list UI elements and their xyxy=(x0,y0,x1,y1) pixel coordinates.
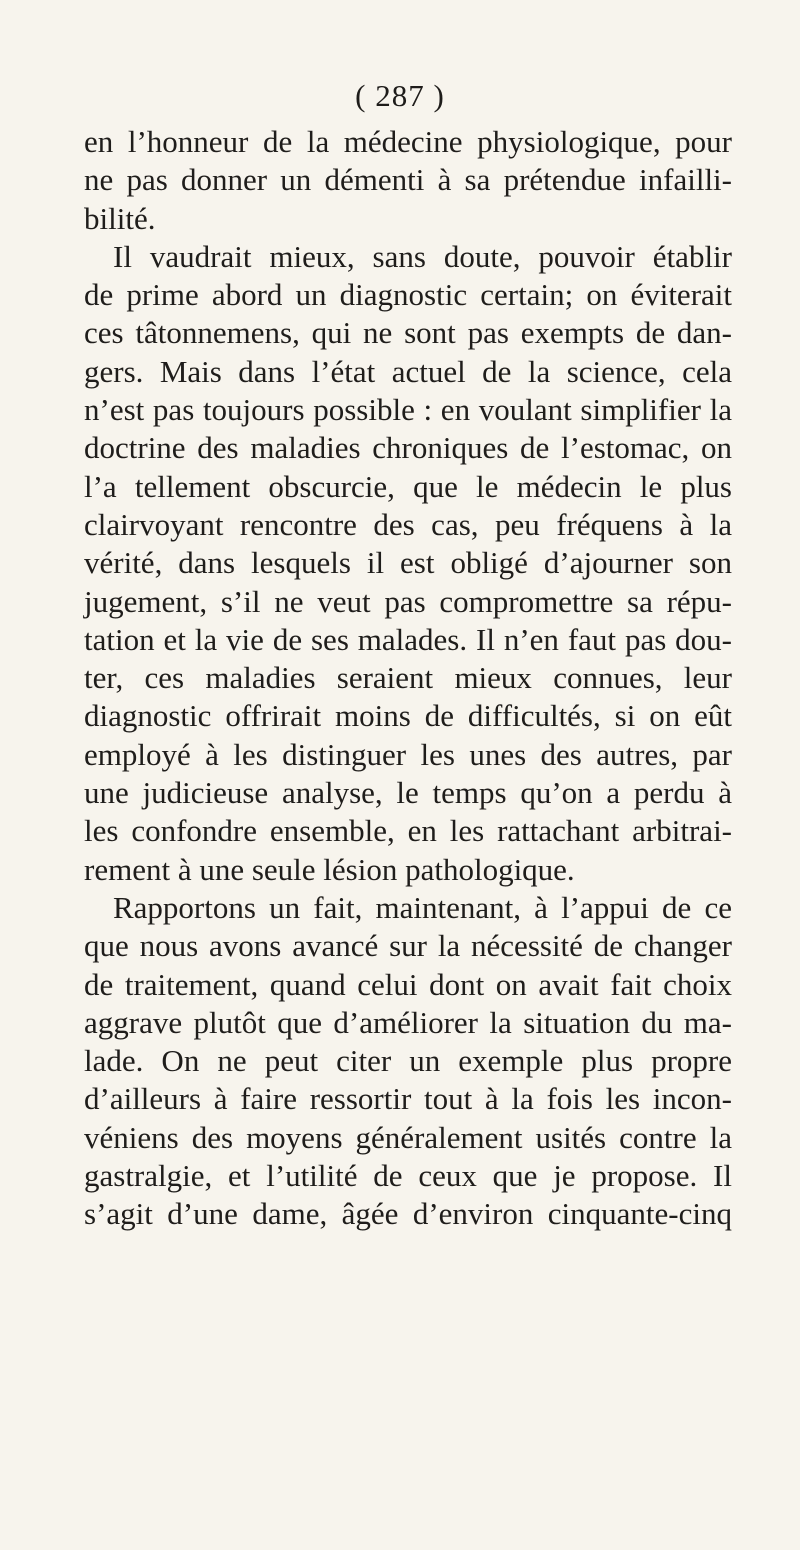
text-line: une judicieuse analyse, le temps qu’on a perdu à xyxy=(84,775,732,811)
text-line: employé à les distinguer les unes des autres, par xyxy=(84,736,732,772)
text-line: en l’honneur de la médecine physiologique, pour xyxy=(84,124,732,159)
text-line: s’agit d’une dame, âgée d’environ cinquante-cinq xyxy=(84,1196,732,1232)
text-line: ter, ces maladies seraient mieux connues, leur xyxy=(84,660,732,696)
text-line: rement à une seule lésion pathologique. xyxy=(84,851,575,887)
text-line: doctrine des maladies chroniques de l’estomac, on xyxy=(84,430,732,466)
text-line: de traitement, quand celui dont on avait fait choix xyxy=(84,966,732,1002)
text-line: les confondre ensemble, en les rattachant arbitrai- xyxy=(84,813,732,849)
text-line: n’est pas toujours possible : en voulant simplifier la xyxy=(84,392,732,428)
text-line: clairvoyant rencontre des cas, peu fréquens à la xyxy=(84,506,732,542)
page-number: ( 287 ) xyxy=(355,78,445,113)
text-line: gastralgie, et l’utilité de ceux que je propose. Il xyxy=(84,1158,732,1194)
text-line: bilité. xyxy=(84,200,156,236)
text-line: l’a tellement obscurcie, que le médecin le plus xyxy=(84,468,732,504)
body-text xyxy=(84,123,732,1234)
text-line: tation et la vie de ses malades. Il n’en faut pas dou- xyxy=(84,621,732,657)
text-line: ces tâtonnemens, qui ne sont pas exempts de dan- xyxy=(84,315,732,351)
text-line: vérité, dans lesquels il est obligé d’ajourner son xyxy=(84,545,732,581)
text-line: jugement, s’il ne veut pas compromettre sa répu- xyxy=(84,583,732,619)
text-line: Rapportons un fait, maintenant, à l’appui de ce xyxy=(113,889,732,925)
text-line: lade. On ne peut citer un exemple plus propre xyxy=(84,1043,732,1079)
text-line: de prime abord un diagnostic certain; on éviterait xyxy=(84,277,732,313)
text-line: gers. Mais dans l’état actuel de la science, cela xyxy=(84,353,732,389)
text-line: Il vaudrait mieux, sans doute, pouvoir établir xyxy=(113,238,732,274)
text-line: ne pas donner un démenti à sa prétendue infailli- xyxy=(84,162,732,198)
text-line: véniens des moyens généralement usités contre la xyxy=(84,1119,732,1155)
text-line: d’ailleurs à faire ressortir tout à la fois les incon- xyxy=(84,1081,732,1117)
text-line: que nous avons avancé sur la nécessité de changer xyxy=(84,928,732,964)
text-line: diagnostic offrirait moins de difficultés, si on eût xyxy=(84,698,732,734)
text-line: aggrave plutôt que d’améliorer la situation du ma- xyxy=(84,1004,732,1040)
